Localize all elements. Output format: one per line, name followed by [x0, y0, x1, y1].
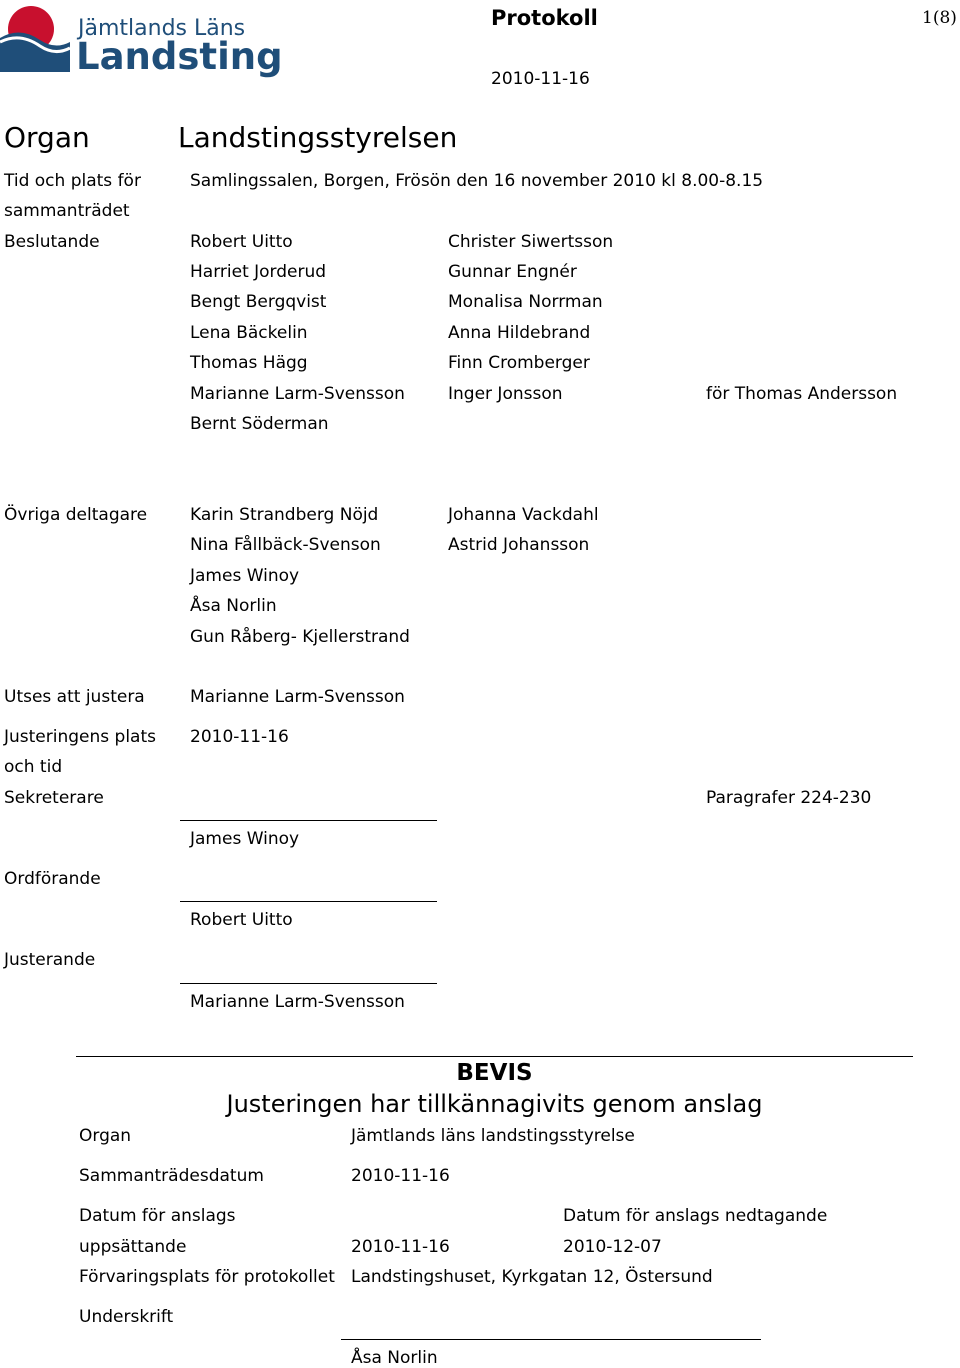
bevis-anslag-label-line2: uppsättande	[79, 1237, 187, 1257]
justerande-name: Marianne Larm-Svensson	[190, 992, 405, 1012]
justera-label: Utses att justera	[4, 687, 145, 707]
ovriga-label: Övriga deltagare	[4, 505, 148, 525]
list-item: Johanna Vackdahl	[448, 505, 599, 525]
bevis-forvaring-value: Landstingshuset, Kyrkgatan 12, Östersund	[351, 1267, 713, 1287]
sekreterare-label: Sekreterare	[4, 788, 104, 808]
beslutande-label: Beslutande	[4, 232, 100, 252]
bevis-subtitle: Justeringen har tillkännagivits genom anslag	[226, 1090, 763, 1118]
page-number: 1(8)	[922, 8, 957, 28]
list-item: Harriet Jorderud	[190, 262, 327, 282]
bevis-underskrift-name: Åsa Norlin	[351, 1348, 438, 1368]
ordforande-signature-line	[180, 901, 437, 902]
bevis-organ-value: Jämtlands läns landstingsstyrelse	[351, 1126, 635, 1146]
meeting-label-line1: Tid och plats för	[4, 171, 141, 191]
logo-text-line2: Landsting	[76, 35, 283, 78]
organ-value: Landstingsstyrelsen	[178, 121, 458, 154]
bevis-underskrift-label: Underskrift	[79, 1307, 174, 1327]
list-item: Christer Siwertsson	[448, 232, 614, 252]
justerande-label: Justerande	[4, 950, 96, 970]
list-item: Bengt Bergqvist	[190, 292, 327, 312]
bevis-title: BEVIS	[456, 1060, 533, 1086]
justering-plats-label-line1: Justeringens plats	[4, 727, 156, 747]
bevis-divider	[76, 1056, 913, 1057]
list-item: Gunnar Engnér	[448, 262, 577, 282]
bevis-nedtagande-label: Datum för anslags nedtagande	[563, 1206, 828, 1226]
list-item: Finn Cromberger	[448, 353, 590, 373]
logo-wave-icon	[0, 28, 70, 72]
organ-label: Organ	[4, 121, 90, 154]
bevis-anslag-label-line1: Datum för anslags	[79, 1206, 236, 1226]
list-item: Marianne Larm-Svensson	[190, 384, 405, 404]
justering-plats-label-line2: och tid	[4, 757, 63, 777]
list-item: Bernt Söderman	[190, 414, 329, 434]
justering-plats-value: 2010-11-16	[190, 727, 289, 747]
substitute-note: för Thomas Andersson	[706, 384, 898, 404]
list-item: Thomas Hägg	[190, 353, 308, 373]
bevis-signature-line	[341, 1339, 761, 1340]
justera-value: Marianne Larm-Svensson	[190, 687, 405, 707]
sekreterare-signature-line	[180, 820, 437, 821]
list-item: Astrid Johansson	[448, 535, 590, 555]
justerande-signature-line	[180, 983, 437, 984]
list-item: Lena Bäckelin	[190, 323, 308, 343]
ordforande-label: Ordförande	[4, 869, 101, 889]
bevis-datum-label: Sammanträdesdatum	[79, 1166, 264, 1186]
bevis-datum-value: 2010-11-16	[351, 1166, 450, 1186]
logo-text-line1: Jämtlands Läns	[78, 16, 246, 41]
bevis-forvaring-label: Förvaringsplats för protokollet	[79, 1267, 335, 1287]
list-item: James Winoy	[190, 566, 300, 586]
list-item: Robert Uitto	[190, 232, 293, 252]
list-item: Anna Hildebrand	[448, 323, 591, 343]
meeting-value: Samlingssalen, Borgen, Frösön den 16 november 2010 kl 8.00-8.15	[190, 171, 764, 191]
meeting-label-line2: sammanträdet	[4, 201, 130, 221]
bevis-organ-label: Organ	[79, 1126, 132, 1146]
paragrafer: Paragrafer 224-230	[706, 788, 872, 808]
list-item: Inger Jonsson	[448, 384, 563, 404]
ordforande-name: Robert Uitto	[190, 910, 293, 930]
list-item: Nina Fållbäck-Svenson	[190, 535, 381, 555]
list-item: Åsa Norlin	[190, 596, 277, 616]
document-date: 2010-11-16	[491, 69, 590, 89]
sekreterare-name: James Winoy	[190, 829, 300, 849]
list-item: Karin Strandberg Nöjd	[190, 505, 379, 525]
document-type: Protokoll	[491, 6, 598, 30]
list-item: Monalisa Norrman	[448, 292, 603, 312]
list-item: Gun Råberg- Kjellerstrand	[190, 627, 410, 647]
bevis-anslag-value: 2010-11-16	[351, 1237, 450, 1257]
bevis-nedtagande-value: 2010-12-07	[563, 1237, 662, 1257]
